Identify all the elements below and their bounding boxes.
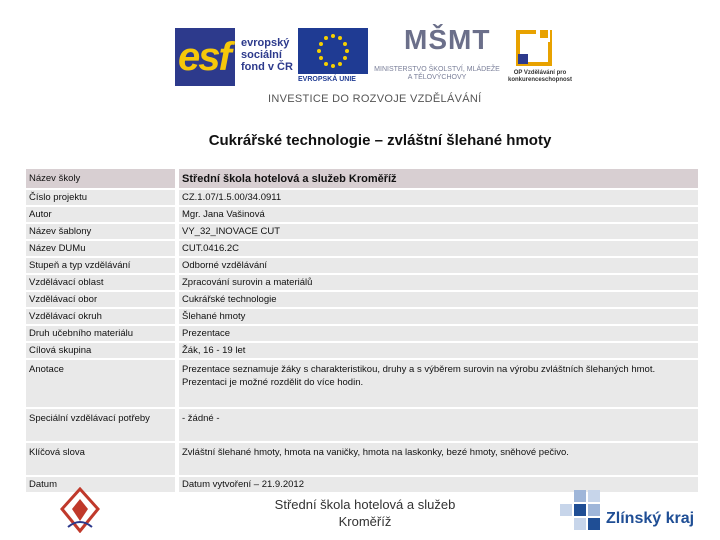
- row-label: Vzdělávací oblast: [26, 275, 179, 290]
- row-label: Název školy: [26, 169, 179, 188]
- row-value: Odborné vzdělávání: [179, 258, 698, 273]
- esf-caption: evropský sociální fond v ČR: [241, 37, 293, 73]
- table-row: [26, 360, 698, 407]
- row-label: Speciální vzdělávací potřeby: [26, 409, 179, 441]
- row-label: Autor: [26, 207, 179, 222]
- table-row: [26, 275, 698, 290]
- row-label: Druh učebního materiálu: [26, 326, 179, 341]
- table-row: [26, 190, 698, 205]
- row-label: Číslo projektu: [26, 190, 179, 205]
- row-value: Střední škola hotelová a služeb Kroměříž: [179, 169, 698, 188]
- region-name: Zlínský kraj: [606, 510, 695, 527]
- eu-caption: EVROPSKÁ UNIE: [298, 76, 356, 83]
- row-value: Cukrářské technologie: [179, 292, 698, 307]
- row-value: Zvláštní šlehané hmoty, hmota na vaničky, hmota na laskonky, bezé hmoty, sněhové pečivo.: [179, 443, 698, 475]
- row-label: Název šablony: [26, 224, 179, 239]
- row-label: Vzdělávací obor: [26, 292, 179, 307]
- row-value: Zpracování surovin a materiálů: [179, 275, 698, 290]
- table-row: [26, 409, 698, 441]
- table-row: [26, 292, 698, 307]
- row-value: VY_32_INOVACE CUT: [179, 224, 698, 239]
- footer-school-line1: Střední škola hotelová a služeb: [274, 497, 456, 512]
- op-caption: OP Vzdělávání pro konkurenceschopnost: [507, 70, 572, 83]
- row-value: CZ.1.07/1.5.00/34.0911: [179, 190, 698, 205]
- op-logo-icon: [514, 28, 554, 68]
- table-row: [26, 169, 698, 188]
- eu-flag-icon: [298, 28, 368, 74]
- row-label: Název DUMu: [26, 241, 179, 256]
- row-label: Vzdělávací okruh: [26, 309, 179, 324]
- page-title: Cukrářské technologie – zvláštní šlehané hmoty: [208, 132, 552, 149]
- table-row: [26, 258, 698, 273]
- footer-school-line2: Kroměříž: [338, 514, 392, 529]
- footer-school-name: [240, 496, 490, 530]
- row-value: - žádné -: [179, 409, 698, 441]
- row-value: Datum vytvoření – 21.9.2012: [179, 477, 698, 492]
- row-value: Mgr. Jana Vašinová: [179, 207, 698, 222]
- row-value: CUT.0416.2C: [179, 241, 698, 256]
- table-row: [26, 443, 698, 475]
- tagline: INVESTICE DO ROZVOJE VZDĚLÁVÁNÍ: [268, 93, 482, 105]
- table-row: [26, 241, 698, 256]
- row-label: Stupeň a typ vzdělávání: [26, 258, 179, 273]
- table-row: [26, 343, 698, 358]
- row-label: Klíčová slova: [26, 443, 179, 475]
- msmt-caption: MINISTERSTVO ŠKOLSTVÍ, MLÁDEŽE A TĚLOVÝCHOVY: [374, 66, 500, 81]
- header-banner: [0, 0, 720, 115]
- table-row: [26, 309, 698, 324]
- row-value: Prezentace: [179, 326, 698, 341]
- row-value: Prezentace seznamuje žáky s charakteristikou, druhy a s výběrem surovin na výrobu zvláštních šlehaných hmot. Prezentaci je možné rozdělit do více hodin.: [179, 360, 698, 407]
- school-logo-icon: [58, 487, 102, 533]
- row-value: Šlehané hmoty: [179, 309, 698, 324]
- esf-logo: esf: [178, 35, 230, 79]
- table-row: [26, 207, 698, 222]
- table-row: [26, 224, 698, 239]
- zlinsky-kraj-logo-icon: [560, 490, 604, 530]
- msmt-logo: MŠMT: [404, 24, 491, 55]
- project-info-table: [26, 167, 698, 494]
- table-row: [26, 326, 698, 341]
- row-label: Datum: [26, 477, 179, 492]
- row-label: Anotace: [26, 360, 179, 407]
- row-label: Cílová skupina: [26, 343, 179, 358]
- row-value: Žák, 16 - 19 let: [179, 343, 698, 358]
